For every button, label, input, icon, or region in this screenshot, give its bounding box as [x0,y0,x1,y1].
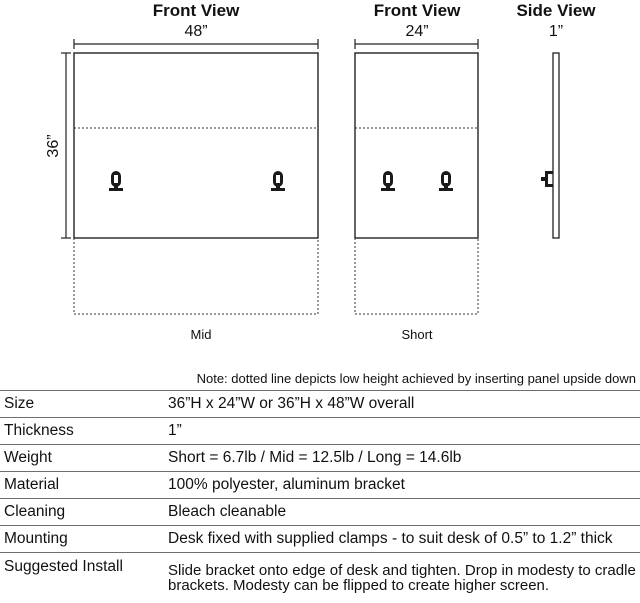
spec-label: Material [0,472,164,499]
spec-label: Suggested Install [0,553,164,603]
front-view-short-caption: Short [401,327,432,342]
mid-panel-low-height-outline [74,238,318,314]
side-view-depth-label: 1” [549,23,563,40]
short-panel-outline [355,53,478,238]
spec-table [0,390,640,603]
front-view-mid-caption: Mid [191,327,212,342]
mid-panel-outline [74,53,318,238]
short-panel-low-height-outline [355,238,478,314]
front-view-mid-title: Front View [153,1,240,20]
bracket-icon [439,171,453,191]
spec-label: Cleaning [0,499,164,526]
spec-value: Slide bracket onto edge of desk and tighten. Drop in modesty to cradle brackets. Modesty can be flipped to create higher screen. [164,553,640,603]
front-view-mid-width-label: 48” [184,23,207,40]
side-view-title: Side View [516,1,596,20]
side-bracket-icon [541,171,553,187]
front-view-short-title: Front View [374,1,461,20]
bracket-icon [381,171,395,191]
spec-label: Mounting [0,526,164,553]
spec-label: Size [0,391,164,418]
bracket-icon [271,171,285,191]
spec-value: 1” [164,418,640,445]
spec-row-size [0,391,640,418]
spec-value: Short = 6.7lb / Mid = 12.5lb / Long = 14.6lb [164,445,640,472]
front-view-short-width-label: 24” [405,23,428,40]
side-view [516,1,596,238]
spec-value: Bleach cleanable [164,499,640,526]
spec-value: 100% polyester, aluminum bracket [164,472,640,499]
bracket-icon [109,171,123,191]
spec-row-mounting [0,526,640,553]
dotted-line-note: Note: dotted line depicts low height achieved by inserting panel upside down [0,371,636,386]
front-view-mid-height-label: 36” [45,134,62,157]
side-panel-outline [553,53,559,238]
front-view-mid [45,1,318,342]
spec-value: 36”H x 24”W or 36”H x 48”W overall [164,391,640,418]
spec-row-weight [0,445,640,472]
spec-row-suggested-install [0,553,640,603]
spec-row-cleaning [0,499,640,526]
spec-row-thickness [0,418,640,445]
spec-row-material [0,472,640,499]
spec-label: Weight [0,445,164,472]
front-view-short [355,1,478,342]
spec-label: Thickness [0,418,164,445]
spec-value: Desk fixed with supplied clamps - to suit desk of 0.5” to 1.2” thick [164,526,640,553]
